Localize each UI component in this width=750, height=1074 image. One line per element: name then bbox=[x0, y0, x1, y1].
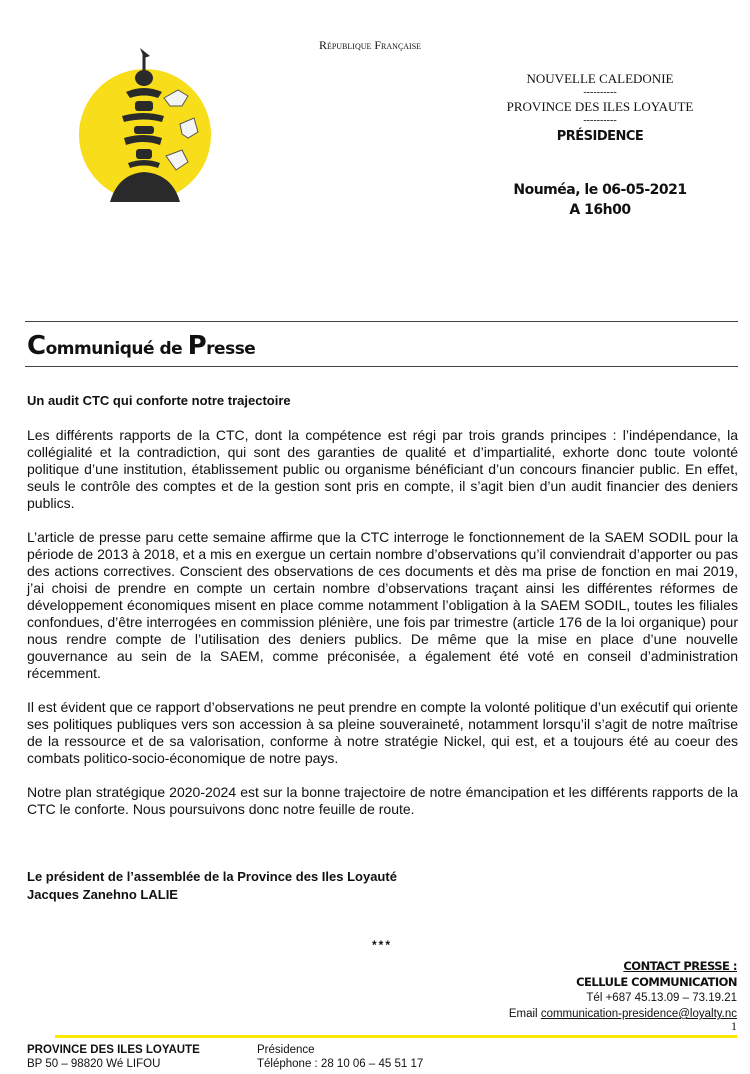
press-contact-block bbox=[509, 958, 737, 1022]
page-number: 1 bbox=[731, 1019, 737, 1033]
presidence-label: PRÉSIDENCE bbox=[556, 129, 644, 144]
title-initial-p: P bbox=[187, 331, 207, 361]
footer-org: PROVINCE DES ILES LOYAUTE bbox=[27, 1044, 200, 1056]
region-label: NOUVELLE CALEDONIE bbox=[526, 71, 674, 86]
contact-phone: Tél +687 45.13.09 – 73.19.21 bbox=[586, 992, 737, 1004]
republique-francaise-label: République Française bbox=[318, 38, 422, 52]
date-block bbox=[470, 180, 730, 220]
title-word-de: de bbox=[154, 339, 188, 359]
footer-dept: Présidence bbox=[257, 1044, 315, 1056]
subtitle: Un audit CTC qui conforte notre trajectoire bbox=[27, 393, 291, 408]
divider bbox=[25, 321, 738, 322]
contact-email-line bbox=[509, 1006, 737, 1022]
province-label: PROVINCE DES ILES LOYAUTE bbox=[506, 99, 694, 114]
paragraph: Notre plan stratégique 2020-2024 est sur la bonne trajectoire de notre émancipation et les différents rapports de la CTC le conforte. Nous poursuivons donc notre feuille de route. bbox=[27, 784, 738, 817]
divider bbox=[25, 366, 738, 367]
contact-unit: CELLULE COMMUNICATION bbox=[576, 975, 737, 989]
contact-label: CONTACT PRESSE : bbox=[623, 959, 737, 973]
paragraph: Il est évident que ce rapport d’observations ne peut prendre en compte la volonté politique d’un exécutif qui oriente ses politiques publiques vers son accession à sa pleine souveraineté, notamment lorsqu’il s’agit de notre maîtrise de la ressource et de sa valorisation, conforme à notre stratégie Nickel, qui est, et a toujours été au coeur des combats politico-socio-économique de notre pays. bbox=[27, 699, 738, 766]
paragraph: L’article de presse paru cette semaine affirme que la CTC interroge le fonctionnement de la SAEM SODIL pour la période de 2013 à 2018, et a mis en exergue un certain nombre d’observations qu’il conviendrait d’apporter ou pas des actions correctives. Conscient des observations de ces documents et dès ma prise de fonction en mai 2019, j’ai choisi de prendre en compte un certain nombre d’observations traçant ainsi les différentes réformes de développement économiques misent en place comme notamment l’obligation à la SAEM SODIL, toutes les filiales confondues, d’être interrogées en commission plénière, une fois par trimestre (article 176 de la loi organique) pour nous rendre compte de l’utilisation des deniers publics. De même que la mise en place d’une nouvelle gouvernance au sein de la SAEM, comme préconisée, a également été voté en conseil d’administration récemment. bbox=[27, 529, 738, 681]
title-word-communique: ommuniqué bbox=[45, 339, 155, 359]
title-word-presse: resse bbox=[206, 339, 256, 359]
footer-postal: BP 50 – 98820 Wé LIFOU bbox=[27, 1058, 161, 1070]
press-release-body bbox=[27, 427, 738, 835]
signature-block bbox=[27, 868, 397, 904]
header-right-block bbox=[470, 70, 730, 145]
footer-contact bbox=[257, 1043, 423, 1071]
time-line: A 16h00 bbox=[569, 202, 631, 218]
paragraph: Les différents rapports de la CTC, dont la compétence est régi par trois grands principes : l’indépendance, la collégialité et la contradiction, qui sont des garanties de qualité et d’impartialité, exhorte donc toute volonté politique d’une institution, établissement public ou organisme bénéficiant d’un concours financier public. En effet, seuls le contrôle des comptes et de la gestion sont pris en compte, il s’agit bien d’un audit financier des deniers publics. bbox=[27, 427, 738, 511]
signature-name: Jacques Zanehno LALIE bbox=[27, 887, 178, 902]
province-emblem-icon bbox=[78, 40, 213, 210]
email-link[interactable]: communication-presidence@loyalty.nc bbox=[540, 1008, 737, 1020]
footer-phone: Téléphone : 28 10 06 – 45 51 17 bbox=[257, 1058, 424, 1070]
footer-address bbox=[27, 1043, 200, 1071]
title-initial-c: C bbox=[27, 331, 46, 361]
email-label: Email bbox=[508, 1008, 541, 1020]
date-line: Nouméa, le 06-05-2021 bbox=[513, 182, 687, 198]
page-title bbox=[27, 331, 255, 361]
signature-title: Le président de l’assemblée de la Province des Iles Loyauté bbox=[27, 869, 397, 884]
separator: ---------- bbox=[583, 87, 617, 98]
separator: ---------- bbox=[583, 115, 617, 126]
separator-stars: *** bbox=[371, 938, 392, 952]
footer-divider bbox=[55, 1035, 737, 1038]
